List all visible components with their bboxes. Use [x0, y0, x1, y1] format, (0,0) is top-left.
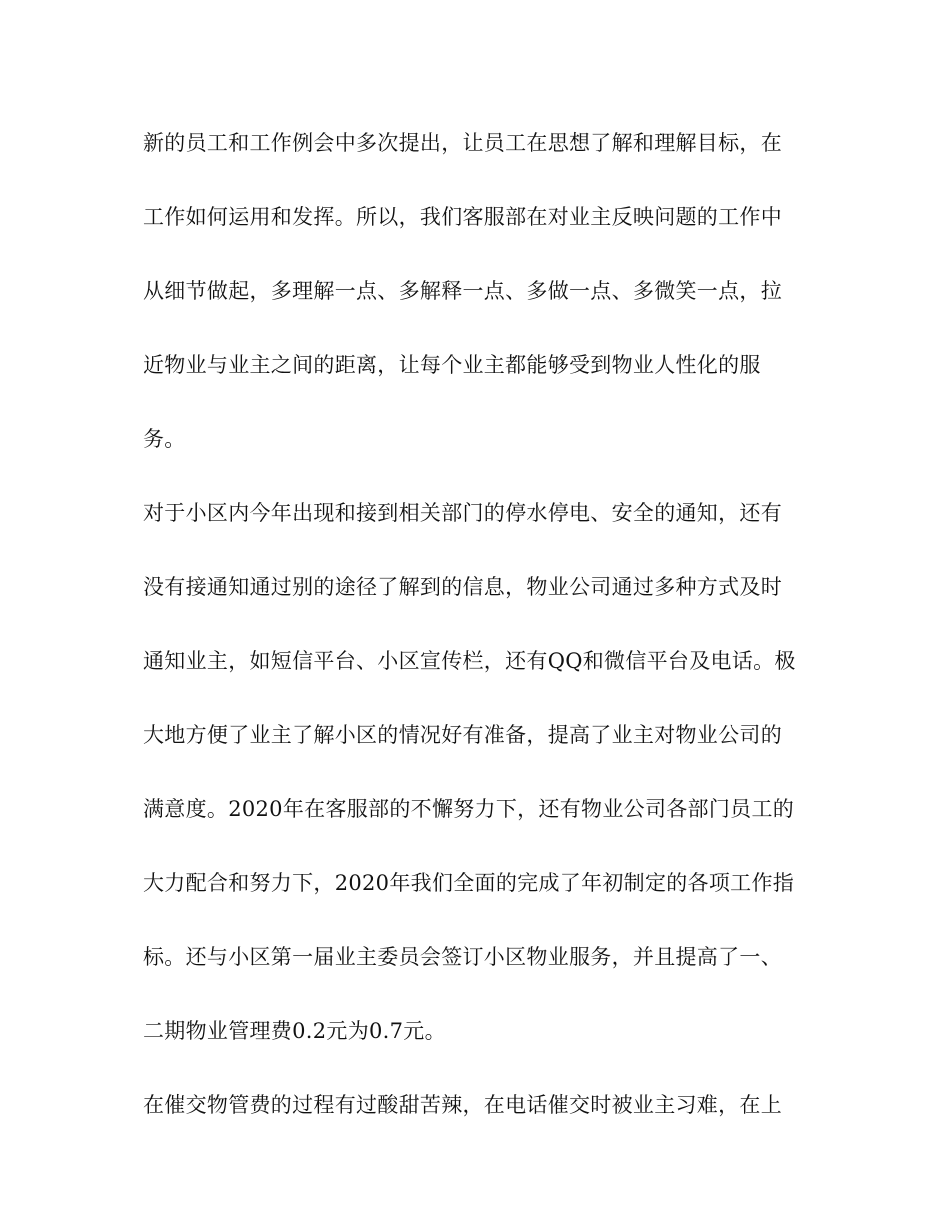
- paragraph-line: 没有接通知通过别的途径了解到的信息，物业公司通过多种方式及时: [143, 575, 782, 599]
- paragraph-line: 满意度。2020年在客服部的不懈努力下，还有物业公司各部门员工的: [143, 797, 795, 821]
- paragraph-line: 大力配合和努力下，2020年我们全面的完成了年初制定的各项工作指: [143, 871, 795, 895]
- paragraph-line: 大地方便了业主了解小区的情况好有准备，提高了业主对物业公司的: [143, 723, 782, 747]
- paragraph-line: 标。还与小区第一届业主委员会签订小区物业服务，并且提高了一、: [143, 945, 782, 969]
- paragraph-line: 通知业主，如短信平台、小区宣传栏，还有QQ和微信平台及电话。极: [143, 649, 796, 673]
- paragraph-line: 近物业与业主之间的距离，让每个业主都能够受到物业人性化的服: [143, 353, 761, 377]
- paragraph-line: 二期物业管理费0.2元为0.7元。: [143, 1019, 446, 1043]
- paragraph-line: 对于小区内今年出现和接到相关部门的停水停电、安全的通知，还有: [143, 501, 782, 525]
- paragraph-line: 新的员工和工作例会中多次提出，让员工在思想了解和理解目标，在: [143, 131, 782, 155]
- paragraph-line: 工作如何运用和发挥。所以，我们客服部在对业主反映问题的工作中: [143, 205, 782, 229]
- paragraph-line: 在催交物管费的过程有过酸甜苦辣，在电话催交时被业主习难，在上: [143, 1093, 782, 1117]
- paragraph-line: 务。: [143, 427, 186, 451]
- paragraph-line: 从细节做起，多理解一点、多解释一点、多做一点、多微笑一点，拉: [143, 279, 782, 303]
